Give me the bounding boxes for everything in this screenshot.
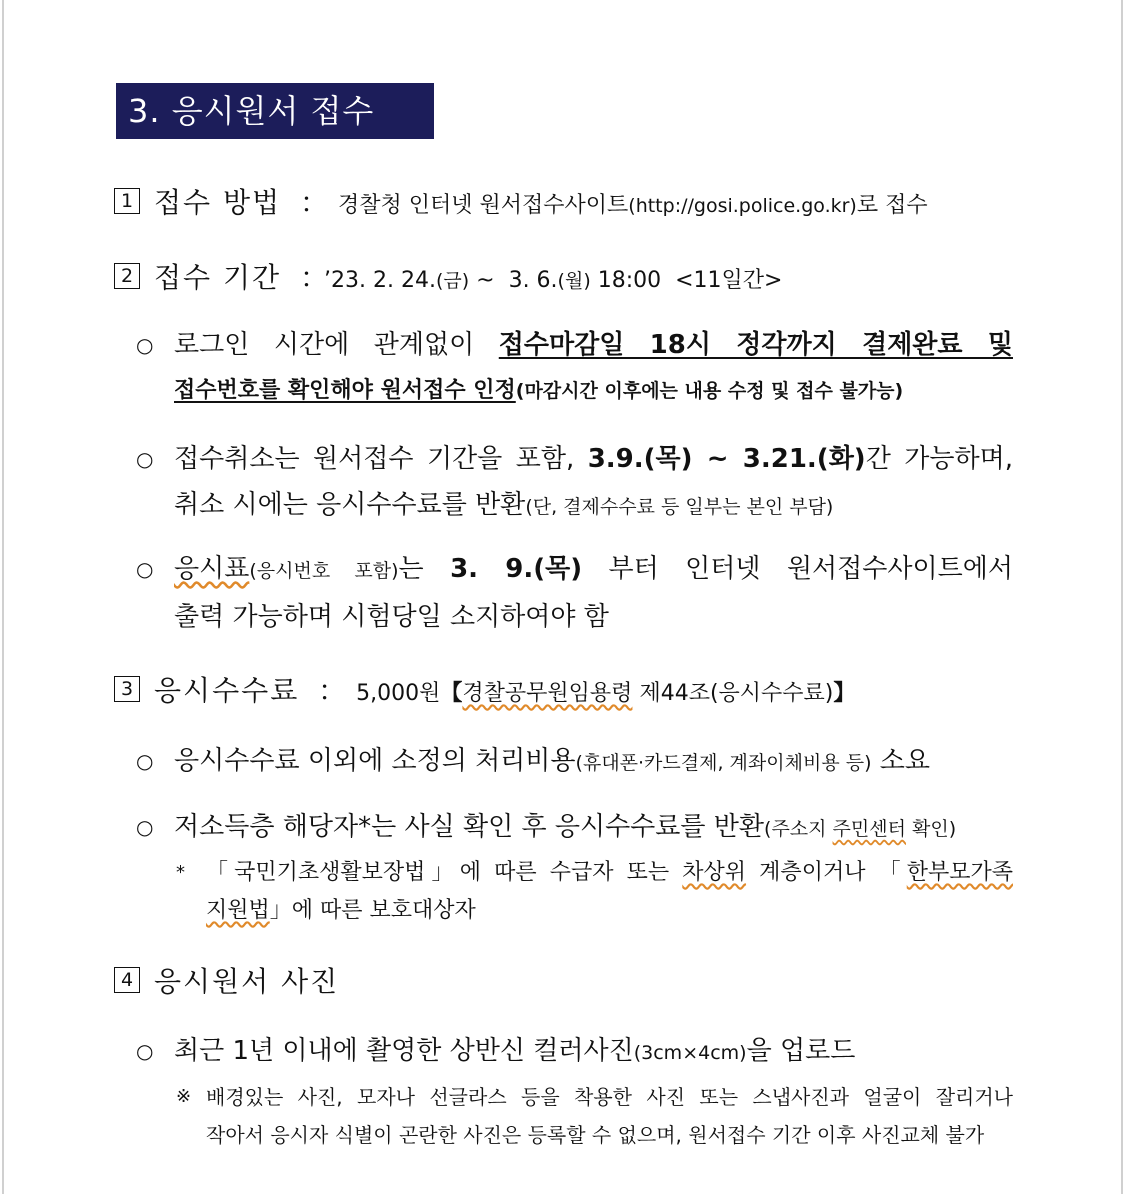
- document-page: [2, 0, 1123, 1194]
- bullet-icon: ○: [136, 815, 154, 839]
- bullet-processing-cost: ○ 응시수수료 이외에 소정의 처리비용(휴대폰·카드결제, 계좌이체비용 등) 소요: [136, 738, 1013, 786]
- bullet-admission-ticket: ○ 응시표(응시번호 포함)는 3. 9.(목) 부터 인터넷 원서접수사이트에서 출력 가능하며 시험당일 소지하여야 함: [136, 546, 1013, 640]
- footnote-photo-rules: ※ 배경있는 사진, 모자나 선글라스 등을 착용한 사진 또는 스냅사진과 얼굴이 잘리거나 작아서 응시자 식별이 곤란한 사진은 등록할 수 없으며, 원서접수 기간 이후 사진교체 불가: [176, 1078, 1013, 1154]
- item-colon: ：: [300, 261, 315, 294]
- bullet-icon: ○: [136, 557, 154, 581]
- item-exam-fee: 3 응시수수료 ： 5,000원【경찰공무원임용령 제44조(응시수수료)】: [114, 671, 1081, 714]
- bullet-deadline: ○ 로그인 시간에 관계없이 접수마감일 18시 정각까지 결제완료 및 접수번호를 확인해야 원서접수 인정(마감시간 이후에는 내용 수정 및 접수 불가능): [136, 322, 1013, 414]
- fee-amount: 5,000원: [356, 681, 441, 706]
- item-application-photo: [114, 962, 1081, 1002]
- item-label: 접수 방법: [154, 186, 282, 219]
- item-colon: ：: [300, 186, 329, 219]
- item-label: 접수 기간: [154, 261, 282, 294]
- section-title: 3. 응시원서 접수: [116, 83, 434, 139]
- bullet-icon: ○: [136, 333, 154, 357]
- bullet-photo-upload: ○ 최근 1년 이내에 촬영한 상반신 컬러사진(3cm×4cm)을 업로드: [136, 1028, 1013, 1076]
- bullet-low-income: ○ 저소득층 해당자*는 사실 확인 후 응시수수료를 반환(주소지 주민센터 확인): [136, 804, 1013, 852]
- site-url: (http://gosi.police.go.kr): [628, 195, 857, 217]
- emphasis-deadline: 접수마감일 18시 정각까지 결제완료 및: [498, 330, 1013, 360]
- cancel-period: 3.9.(목) ~ 3.21.(화): [587, 444, 866, 474]
- asterisk-mark: *: [176, 862, 185, 883]
- bullet-icon: ○: [136, 1039, 154, 1063]
- bullet-cancellation: ○ 접수취소는 원서접수 기간을 포함, 3.9.(목) ~ 3.21.(화)간 가능하며, 취소 시에는 응시수수료를 반환(단, 결제수수료 등 일부는 본인 부담): [136, 436, 1013, 530]
- item-label: 응시수수료: [154, 674, 300, 707]
- item-colon: ：: [318, 674, 347, 707]
- item-receipt-method: 1 접수 방법 ： 경찰청 인터넷 원서접수사이트(http://gosi.police.go.kr)로 접수: [114, 183, 1081, 226]
- bullet-icon: ○: [136, 447, 154, 471]
- item-receipt-period: 2 접수 기간 ： ’23. 2. 24.(금) ~ 3. 6.(월) 18:00 <11일간>: [114, 258, 1081, 301]
- reference-mark: ※: [176, 1086, 192, 1107]
- footnote-eligibility: * 「국민기초생활보장법」에 따른 수급자 또는 차상위 계층이거나 「한부모가족 지원법」에 따른 보호대상자: [176, 854, 1013, 930]
- item-label: 응시원서 사진: [154, 965, 340, 998]
- item-number-box: 1: [114, 188, 140, 214]
- item-number-box: 2: [114, 263, 140, 289]
- bullet-icon: ○: [136, 749, 154, 773]
- item-number-box: 3: [114, 676, 140, 702]
- item-number-box: 4: [114, 967, 140, 993]
